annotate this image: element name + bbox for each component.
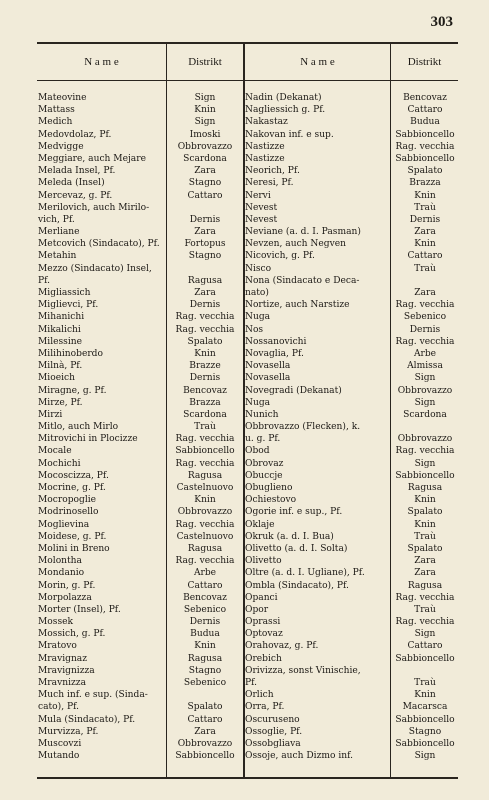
place-name-left: Melada Insel, Pf. <box>38 166 116 177</box>
place-name-left: Moidese, g. Pf. <box>38 531 107 542</box>
district-right: Traù <box>414 678 436 688</box>
place-name-left: Merliane <box>38 227 80 238</box>
district-left: Dernis <box>189 300 221 311</box>
table-row <box>37 640 458 652</box>
table-body <box>37 92 458 762</box>
place-name-right: Nuga <box>245 397 271 408</box>
district-right: Obbrovazzo <box>397 434 453 445</box>
district-left: Cattaro <box>187 190 223 201</box>
table-row <box>37 750 458 762</box>
place-name-left: Mravnizza <box>38 678 86 688</box>
district-left: Castelnuovo <box>176 483 234 493</box>
table-row <box>37 714 458 726</box>
place-name-right: Obbrovazzo (Flecken), k. <box>245 422 361 433</box>
place-name-left: Molini in Breno <box>38 543 110 554</box>
table-row <box>37 555 458 567</box>
place-name-right: Ossoglie, Pf. <box>245 726 303 737</box>
district-right: Sabbioncello <box>395 470 455 481</box>
table-row <box>37 165 458 177</box>
district-right: Sabbioncello <box>395 129 455 140</box>
district-left: Bencovaz <box>183 385 227 396</box>
district-right: Knin <box>414 495 436 506</box>
district-right: Budua <box>410 117 440 128</box>
table-row <box>37 238 458 250</box>
district-right: Dernis <box>409 214 441 225</box>
place-name-right: Oprassi <box>245 617 281 628</box>
district-right: Sign <box>414 751 436 762</box>
table-row <box>37 701 458 713</box>
table-row <box>37 494 458 506</box>
district-right: Almissa <box>407 361 443 372</box>
place-name-left: Miragne, g. Pf. <box>38 385 107 396</box>
district-left: Rag. vecchia <box>175 324 235 335</box>
district-left: Obbrovazzo <box>177 738 233 749</box>
table-row <box>37 616 458 628</box>
place-name-left: Metcovich (Sindacato), Pf. <box>38 239 160 250</box>
place-name-left: Meggiare, auch Mejare <box>38 153 146 164</box>
place-name-right: Oltre (a. d. I. Ugliane), Pf. <box>245 568 365 579</box>
district-left: Scardona <box>183 153 227 164</box>
header-name-left: N a m e <box>84 56 119 68</box>
place-name-right: Nevest <box>245 214 278 225</box>
place-name-right: Neviane (a. d. I. Pasman) <box>245 227 361 238</box>
place-name-left: Milessine <box>38 336 82 347</box>
table-row <box>37 567 458 579</box>
district-left: Traù <box>194 422 216 433</box>
district-left: Knin <box>194 495 216 506</box>
district-left: Bencovaz <box>183 592 227 603</box>
district-left: Knin <box>194 105 216 116</box>
table-row <box>37 689 458 701</box>
place-name-right: Nuga <box>245 312 271 323</box>
place-name-right: Opor <box>245 604 269 615</box>
place-name-left: Mitrovichi in Plocizze <box>38 434 138 445</box>
district-left: Budua <box>190 629 220 640</box>
table-row <box>37 177 458 189</box>
table-row <box>37 726 458 738</box>
place-name-left: Migliassich <box>38 288 91 298</box>
place-name-left: Mateovine <box>38 93 87 103</box>
district-right: Knin <box>414 239 436 250</box>
place-name-right: Novasella <box>245 373 291 384</box>
place-name-left: Mochichi <box>38 458 81 469</box>
place-name-right: Novaglia, Pf. <box>245 348 304 359</box>
table-row <box>37 226 458 238</box>
place-name-left: Merilovich, auch Mirilo- <box>38 202 150 213</box>
place-name-left: Mikalichi <box>38 324 81 335</box>
place-name-left: Mravignizza <box>38 665 95 676</box>
table-row <box>37 543 458 555</box>
place-name-right: Novegradi (Dekanat) <box>245 385 342 396</box>
district-right: Sign <box>414 373 436 384</box>
district-right: Arbe <box>413 348 437 359</box>
place-name-left: Moglievina <box>38 519 90 530</box>
place-name-left: Mirzi <box>38 409 63 420</box>
district-left: Rag. vecchia <box>175 312 235 323</box>
place-name-right: Nervi <box>245 190 271 201</box>
place-name-left: Mossek <box>38 617 74 628</box>
place-name-left: Meleda (Insel) <box>38 178 105 189</box>
table-row <box>37 519 458 531</box>
place-name-left: Mratovo <box>38 641 77 652</box>
table-row <box>37 397 458 409</box>
place-name-right: nato) <box>245 288 269 298</box>
place-name-right: Olivetto (a. d. I. Solta) <box>245 543 348 554</box>
place-name-left: Mondanio <box>38 568 85 579</box>
place-name-left: Mutando <box>38 751 80 762</box>
place-name-left: Mercevaz, g. Pf. <box>38 190 113 201</box>
district-right: Zara <box>414 556 436 567</box>
header-district-left: Distrikt <box>188 56 222 68</box>
place-name-left: Mocale <box>38 446 72 457</box>
place-name-left: Much inf. e sup. (Sinda- <box>38 690 148 701</box>
table-row <box>37 506 458 518</box>
district-right: Spalato <box>407 507 443 518</box>
district-right: Sign <box>414 458 436 469</box>
table-row <box>37 592 458 604</box>
place-name-left: Mattass <box>38 105 75 116</box>
table-row <box>37 385 458 397</box>
table-row <box>37 202 458 214</box>
table-header <box>37 44 458 81</box>
district-left: Zara <box>194 288 216 298</box>
district-left: Fortopus <box>184 239 226 250</box>
district-left: Stagno <box>188 251 222 262</box>
place-name-right: Nona (Sindacato e Deca- <box>245 275 360 286</box>
place-name-left: Mirze, Pf. <box>38 397 83 408</box>
place-name-left: Mioeich <box>38 373 75 384</box>
place-name-left: Mocropoglie <box>38 495 97 506</box>
place-name-left: Murvizza, Pf. <box>38 726 99 737</box>
place-name-right: Nakovan inf. e sup. <box>245 129 334 140</box>
district-left: Rag. vecchia <box>175 434 235 445</box>
place-name-left: Muscovzi <box>38 738 82 749</box>
place-name-right: Nicovich, g. Pf. <box>245 251 315 262</box>
table-row <box>37 580 458 592</box>
district-right: Rag. vecchia <box>395 336 455 347</box>
district-right: Zara <box>414 227 436 238</box>
table-row <box>37 482 458 494</box>
district-right: Sabbioncello <box>395 714 455 725</box>
district-left: Scardona <box>183 409 227 420</box>
place-name-right: Olivetto <box>245 556 282 567</box>
table-row <box>37 153 458 165</box>
place-name-left: Pf. <box>38 275 51 286</box>
table-row <box>37 604 458 616</box>
district-right: Rag. vecchia <box>395 300 455 311</box>
district-right: Sabbioncello <box>395 153 455 164</box>
table-row <box>37 433 458 445</box>
district-right: Macarsca <box>402 702 448 713</box>
table-row <box>37 116 458 128</box>
place-name-right: Nisco <box>245 263 272 274</box>
district-table <box>37 42 458 779</box>
place-name-left: Mocrine, g. Pf. <box>38 483 106 493</box>
table-row <box>37 458 458 470</box>
place-name-right: Obrovaz <box>245 458 284 469</box>
district-right: Traù <box>414 202 436 213</box>
place-name-left: Morpolazza <box>38 592 92 603</box>
district-right: Sebenico <box>403 312 447 323</box>
district-left: Brazze <box>189 361 221 372</box>
place-name-right: Ogorie inf. e sup., Pf. <box>245 507 343 518</box>
place-name-right: Nortize, auch Narstize <box>245 300 350 311</box>
district-right: Stagno <box>408 726 442 737</box>
table-row <box>37 336 458 348</box>
district-right: Zara <box>414 568 436 579</box>
place-name-left: Mitlo, auch Mirlo <box>38 422 119 433</box>
place-name-right: Nastizze <box>245 153 285 164</box>
table-row <box>37 263 458 275</box>
district-right: Sign <box>414 629 436 640</box>
district-right: Brazza <box>409 178 441 189</box>
district-left: Ragusa <box>187 275 223 286</box>
district-left: Brazza <box>189 397 221 408</box>
page-number: 303 <box>430 14 453 30</box>
district-left: Sabbioncello <box>175 446 235 457</box>
table-row <box>37 360 458 372</box>
district-right: Rag. vecchia <box>395 617 455 628</box>
place-name-right: Nos <box>245 324 264 335</box>
district-right: Rag. vecchia <box>395 446 455 457</box>
place-name-right: Opanci <box>245 592 278 603</box>
table-row <box>37 665 458 677</box>
district-right: Knin <box>414 519 436 530</box>
district-left: Zara <box>194 166 216 177</box>
place-name-right: u. g. Pf. <box>245 434 281 445</box>
district-left: Dernis <box>189 214 221 225</box>
district-right: Knin <box>414 690 436 701</box>
place-name-right: Ochiestovo <box>245 495 297 506</box>
district-left: Sign <box>194 93 216 103</box>
place-name-right: Pf. <box>245 678 258 688</box>
district-left: Dernis <box>189 617 221 628</box>
table-row <box>37 653 458 665</box>
district-left: Spalato <box>187 702 223 713</box>
district-left: Knin <box>194 641 216 652</box>
table-row <box>37 348 458 360</box>
place-name-left: Morin, g. Pf. <box>38 580 96 591</box>
place-name-left: Mossich, g. Pf. <box>38 629 106 640</box>
district-right: Cattaro <box>407 105 443 116</box>
district-left: Stagno <box>188 665 222 676</box>
place-name-right: Nossanovichi <box>245 336 307 347</box>
place-name-left: Mravignaz <box>38 653 88 664</box>
place-name-left: Modrinosello <box>38 507 99 518</box>
district-left: Obbrovazzo <box>177 507 233 518</box>
place-name-left: Mocoscizza, Pf. <box>38 470 109 481</box>
table-row <box>37 214 458 226</box>
place-name-right: Obuglieno <box>245 483 293 493</box>
district-right: Traù <box>414 604 436 615</box>
district-right: Zara <box>414 288 436 298</box>
district-left: Ragusa <box>187 653 223 664</box>
table-row <box>37 445 458 457</box>
district-left: Imoski <box>189 129 221 140</box>
place-name-left: Medovdolaz, Pf. <box>38 129 112 140</box>
header-district-right: Distrikt <box>407 56 442 68</box>
district-left: Obbrovazzo <box>177 141 233 152</box>
district-right: Ragusa <box>407 483 443 493</box>
district-right: Cattaro <box>407 251 443 262</box>
district-left: Sebenico <box>183 678 227 688</box>
place-name-right: Nunich <box>245 409 279 420</box>
place-name-left: Metahin <box>38 251 77 262</box>
place-name-right: Obuccje <box>245 470 283 481</box>
place-name-right: Obod <box>245 446 270 457</box>
table-row <box>37 372 458 384</box>
place-name-left: Milihinoberdo <box>38 348 103 359</box>
table-row <box>37 287 458 299</box>
place-name-left: Medvigge <box>38 141 84 152</box>
table-row <box>37 738 458 750</box>
place-name-right: Ossoje, auch Dizmo inf. <box>245 751 354 762</box>
table-row <box>37 104 458 116</box>
district-left: Arbe <box>193 568 217 579</box>
district-right: Traù <box>414 531 436 542</box>
district-left: Ragusa <box>187 470 223 481</box>
place-name-right: Optovaz <box>245 629 283 640</box>
table-row <box>37 531 458 543</box>
place-name-right: Nevzen, auch Negven <box>245 239 346 250</box>
place-name-left: Milnà, Pf. <box>38 361 83 372</box>
table-row <box>37 421 458 433</box>
district-left: Rag. vecchia <box>175 556 235 567</box>
district-left: Zara <box>194 227 216 238</box>
district-right: Dernis <box>409 324 441 335</box>
district-right: Sabbioncello <box>395 738 455 749</box>
district-right: Scardona <box>403 409 447 420</box>
district-left: Castelnuovo <box>176 531 234 542</box>
place-name-right: Orahovaz, g. Pf. <box>245 641 319 652</box>
table-row <box>37 250 458 262</box>
place-name-right: Nakastaz <box>245 117 288 128</box>
place-name-right: Okruk (a. d. I. Bua) <box>245 531 334 542</box>
district-left: Cattaro <box>187 714 223 725</box>
place-name-left: vich, Pf. <box>38 214 75 225</box>
district-right: Sign <box>414 397 436 408</box>
place-name-left: Miglievci, Pf. <box>38 300 99 311</box>
district-left: Zara <box>194 726 216 737</box>
district-left: Cattaro <box>187 580 223 591</box>
district-left: Knin <box>194 348 216 359</box>
place-name-left: Mezzo (Sindacato) Insel, <box>38 263 152 274</box>
place-name-right: Oscuruseno <box>245 714 300 725</box>
place-name-right: Novasella <box>245 361 291 372</box>
table-row <box>37 324 458 336</box>
district-left: Rag. vecchia <box>175 458 235 469</box>
place-name-right: Orlich <box>245 690 274 701</box>
district-right: Spalato <box>407 166 443 177</box>
place-name-right: Neresi, Pf. <box>245 178 294 189</box>
place-name-left: Mula (Sindacato), Pf. <box>38 714 136 725</box>
district-left: Sebenico <box>183 604 227 615</box>
table-row <box>37 92 458 104</box>
table-row <box>37 141 458 153</box>
place-name-left: Morter (Insel), Pf. <box>38 604 121 615</box>
table-row <box>37 470 458 482</box>
place-name-right: Nastizze <box>245 141 285 152</box>
district-right: Ragusa <box>407 580 443 591</box>
place-name-right: Orivizza, sonst Vinischie, <box>245 665 361 676</box>
place-name-right: Neorich, Pf. <box>245 166 300 177</box>
district-right: Obbrovazzo <box>397 385 453 396</box>
place-name-right: Ombla (Sindacato), Pf. <box>245 580 349 591</box>
district-right: Rag. vecchia <box>395 592 455 603</box>
place-name-right: Nagliessich g. Pf. <box>245 105 326 116</box>
table-row <box>37 190 458 202</box>
table-row <box>37 299 458 311</box>
header-name-right: N a m e <box>300 56 335 68</box>
table-row <box>37 275 458 287</box>
district-left: Sign <box>194 117 216 128</box>
table-row <box>37 409 458 421</box>
district-left: Spalato <box>187 336 223 347</box>
district-left: Ragusa <box>187 543 223 554</box>
place-name-right: Ossobgliava <box>245 738 301 749</box>
place-name-left: Mihanichi <box>38 312 85 323</box>
place-name-left: Medich <box>38 117 73 128</box>
district-right: Bencovaz <box>403 93 447 103</box>
place-name-right: Orra, Pf. <box>245 702 285 713</box>
district-right: Traù <box>414 263 436 274</box>
district-right: Rag. vecchia <box>395 141 455 152</box>
place-name-left: Molontha <box>38 556 82 567</box>
district-left: Sabbioncello <box>175 751 235 762</box>
table-row <box>37 677 458 689</box>
table-row <box>37 628 458 640</box>
district-left: Dernis <box>189 373 221 384</box>
place-name-right: Nevest <box>245 202 278 213</box>
table-row <box>37 311 458 323</box>
place-name-left: cato), Pf. <box>38 702 80 713</box>
district-left: Rag. vecchia <box>175 519 235 530</box>
table-row <box>37 129 458 141</box>
place-name-right: Oklaje <box>245 519 275 530</box>
district-right: Cattaro <box>407 641 443 652</box>
district-right: Sabbioncello <box>395 653 455 664</box>
place-name-right: Orebich <box>245 653 282 664</box>
district-right: Knin <box>414 190 436 201</box>
place-name-right: Nadin (Dekanat) <box>245 93 322 103</box>
district-right: Spalato <box>407 543 443 554</box>
district-left: Stagno <box>188 178 222 189</box>
